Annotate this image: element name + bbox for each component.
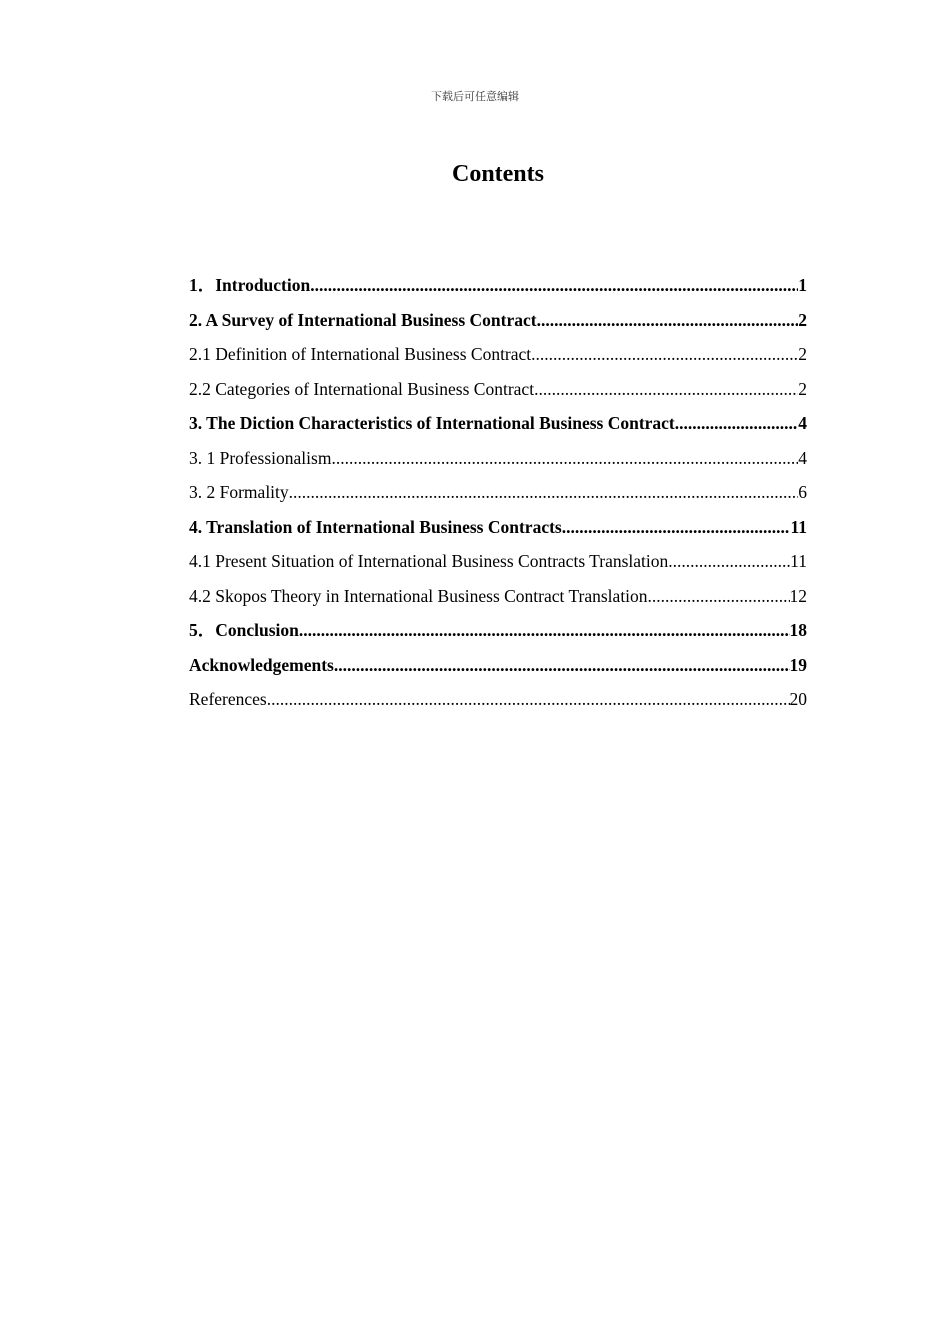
toc-entry-page: 2 — [798, 378, 807, 399]
toc-entry-title: 4.2 Skopos Theory in International Business Contract Translation — [189, 585, 648, 606]
dot-leader — [648, 582, 790, 610]
dot-leader — [299, 616, 790, 644]
dot-leader — [675, 409, 798, 437]
dot-leader — [331, 444, 798, 472]
toc-entry-title: 3. 2 Formality — [189, 482, 289, 502]
dot-leader — [334, 651, 790, 679]
dot-leader — [289, 478, 799, 506]
toc-entry-page: 20 — [789, 689, 807, 709]
toc-entry-title: 2.2 Categories of International Business Contract — [189, 378, 535, 399]
toc-entry[interactable] — [189, 616, 807, 651]
dot-leader — [267, 685, 790, 713]
toc-entry-title: 1．Introduction — [189, 275, 311, 295]
toc-entry-page: 1 — [798, 275, 807, 295]
toc-entry-page: 18 — [789, 620, 807, 640]
toc-entry-page: 12 — [789, 585, 807, 606]
toc-entry-page: 4 — [798, 413, 807, 433]
dot-leader — [537, 306, 799, 334]
dot-leader — [310, 271, 798, 299]
toc-entry-title: 2.1 Definition of International Business Contract — [189, 344, 532, 364]
toc-entry[interactable] — [189, 444, 807, 479]
toc-entry[interactable] — [189, 582, 807, 617]
header-note: 下载后可任意编辑 — [431, 90, 519, 103]
toc-entry[interactable] — [189, 375, 807, 410]
dot-leader — [668, 547, 790, 575]
toc-entry-page: 11 — [790, 551, 807, 571]
toc-entry[interactable] — [189, 547, 807, 582]
toc-entry-page: 2 — [798, 344, 807, 364]
toc-entry[interactable] — [189, 409, 807, 444]
toc-entry[interactable] — [189, 306, 807, 341]
toc-entry-page: 6 — [798, 482, 807, 502]
toc-entry-title: Acknowledgements — [189, 654, 334, 675]
toc-entry[interactable] — [189, 478, 807, 513]
toc-entry-title: 2. A Survey of International Business Contract — [189, 309, 537, 330]
toc-entry-title: 3. The Diction Characteristics of International Business Contract — [189, 413, 675, 433]
toc-entry-title: 3. 1 Professionalism — [189, 447, 332, 468]
toc-entry-page: 19 — [789, 654, 807, 675]
toc-entry-title: 4. Translation of International Business Contracts — [189, 516, 562, 537]
dot-leader — [534, 375, 798, 403]
toc-entry[interactable] — [189, 513, 807, 548]
toc-entry-page: 4 — [798, 447, 807, 468]
toc-entry-page: 2 — [798, 309, 807, 330]
toc-entry[interactable] — [189, 271, 807, 306]
toc-entry[interactable] — [189, 651, 807, 686]
dot-leader — [562, 513, 791, 541]
toc-entry-title: References — [189, 689, 267, 709]
toc-entry-title: 5．Conclusion — [189, 620, 299, 640]
toc-entry[interactable] — [189, 340, 807, 375]
toc-entry[interactable] — [189, 685, 807, 720]
dot-leader — [531, 340, 798, 368]
table-of-contents — [189, 271, 807, 720]
toc-entry-title: 4.1 Present Situation of International Business Contracts Translation — [189, 551, 669, 571]
page-title: Contents — [451, 161, 544, 187]
toc-entry-page: 11 — [790, 516, 807, 537]
